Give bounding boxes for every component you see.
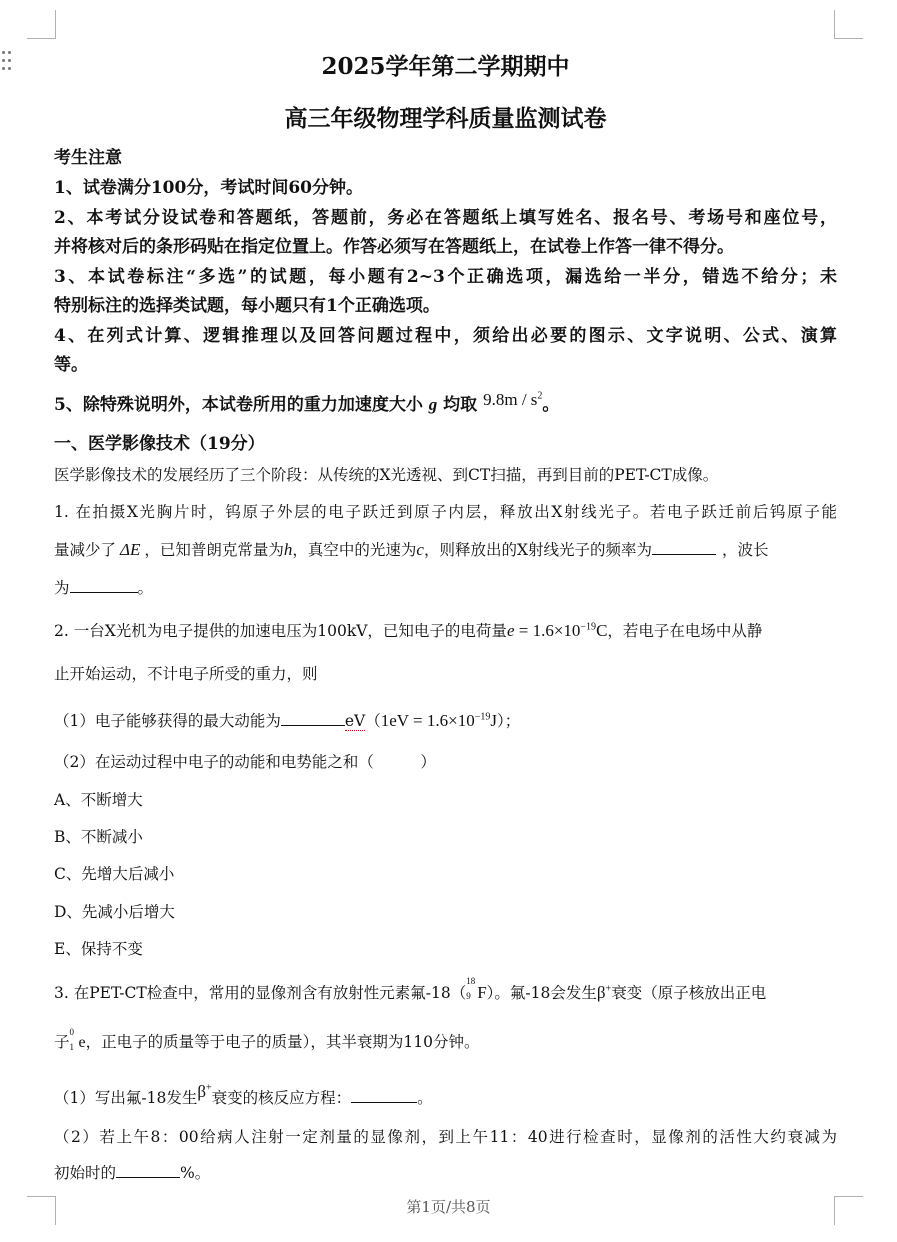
answer-blank-kinetic-energy[interactable] [281,711,345,726]
q1-line2: 量减少了 ΔE ，已知普朗克常量为h，真空中的光速为c，则释放出的X射线光子的频率为 ，波长 [54,540,769,559]
q2-sub2: （2）在运动过程中电子的动能和电势能之和（ ） [54,753,436,771]
electron-charge: $e = 1.6\times 10^{-19}C$ [506,621,608,640]
q3-line1: 3. 在PET-CT检查中，常用的显像剂含有放射性元素氟-18（ 18 9 F）。氟-18会发生β+衰变（原子核放出正电 [54,976,767,1002]
exam-subtitle: 高三年级物理学科质量监测试卷 [284,105,607,132]
option-b[interactable]: B、不断减小 [54,828,143,846]
answer-blank-decay-percent[interactable] [116,1163,180,1178]
notice-item: 2、本考试分设试卷和答题纸，答题前，务必在答题纸上填写姓名、报名号、考场号和座位号， [54,208,837,228]
gravity-symbol: g [428,395,438,414]
fluorine-nuclide: 18 9 F [466,976,487,1002]
crop-mark-top-right [834,10,863,39]
notice-heading: 考生注意 [54,148,122,168]
section-heading: 一、医学影像技术（19分） [54,434,265,454]
option-d[interactable]: D、先减小后增大 [54,903,175,921]
answer-blank-nuclear-equation[interactable] [351,1088,417,1103]
q2-line1: 2. 一台X光机为电子提供的加速电压为100kV，已知电子的电荷量$e = 1.6\times 10^{-19}C$，若电子在电场中从静 [54,621,763,640]
notice-item: 特别标注的选择类试题，每小题只有1个正确选项。 [54,296,440,316]
q3-sub2-line2: 初始时的 %。 [54,1164,211,1182]
option-c[interactable]: C、先增大后减小 [54,865,175,883]
gravity-value: $9.8m / s^2$ [483,390,543,409]
notice-item: 等。 [54,355,88,375]
exam-title: 2025学年第二学期期中 [321,53,570,80]
option-a[interactable]: A、不断增大 [54,791,143,809]
q3-line2: 子 0 1 e，正电子的质量等于电子的质量），其半衰期为110分钟。 [54,1027,480,1052]
drag-handle-icon[interactable] [2,51,14,73]
answer-blank-frequency[interactable] [652,540,716,555]
crop-mark-top-left [27,10,56,39]
page-number: 第1页/共8页 [406,1198,491,1216]
option-e[interactable]: E、保持不变 [54,940,143,958]
answer-blank-wavelength[interactable] [70,578,138,593]
q3-sub1: （1）写出氟-18发生β+衰变的核反应方程： 。 [54,1082,433,1107]
q2-sub1: （1）电子能够获得的最大动能为 $eV(1eV = 1.6\times 10^{-19}J)$； [54,711,521,730]
ev-conversion: $1eV = 1.6\times 10^{-19}J$ [380,711,497,730]
section-intro: 医学影像技术的发展经历了三个阶段：从传统的X光透视、到CT扫描，再到目前的PET-CT成像。 [54,466,719,484]
positron-nuclide: 0 1 e [69,1027,86,1052]
notice-item: 3、本试卷标注“多选”的试题，每小题有2~3个正确选项，漏选给一半分，错选不给分；未 [54,267,837,287]
q1-line1: 1. 在拍摄X光胸片时，钨原子外层的电子跃迁到原子内层，释放出X射线光子。若电子跃迁前后钨原子能 [54,503,837,521]
beta-plus-symbol: β+ [596,983,612,1002]
notice-item: 并将核对后的条形码贴在指定位置上。作答必须写在答题纸上，在试卷上作答一律不得分。 [54,237,734,257]
beta-plus-symbol: β+ [197,1082,212,1101]
q1-line3: 为 。 [54,579,154,597]
notice-item: 4、在列式计算、逻辑推理以及回答问题过程中，须给出必要的图示、文字说明、公式、演算 [54,326,837,346]
notice-item: 1、试卷满分100分，考试时间60分钟。 [54,178,363,198]
q3-sub2-line1: （2）若上午8：00给病人注射一定剂量的显像剂，到上午11：40进行检查时，显像剂的活性大约衰减为 [54,1128,837,1146]
q2-line2: 止开始运动，不计电子所受的重力，则 [54,665,318,683]
notice-item-5: 5、除特殊说明外，本试卷所用的重力加速度大小 g 均取 $9.8m / s^2$。 [54,390,560,415]
